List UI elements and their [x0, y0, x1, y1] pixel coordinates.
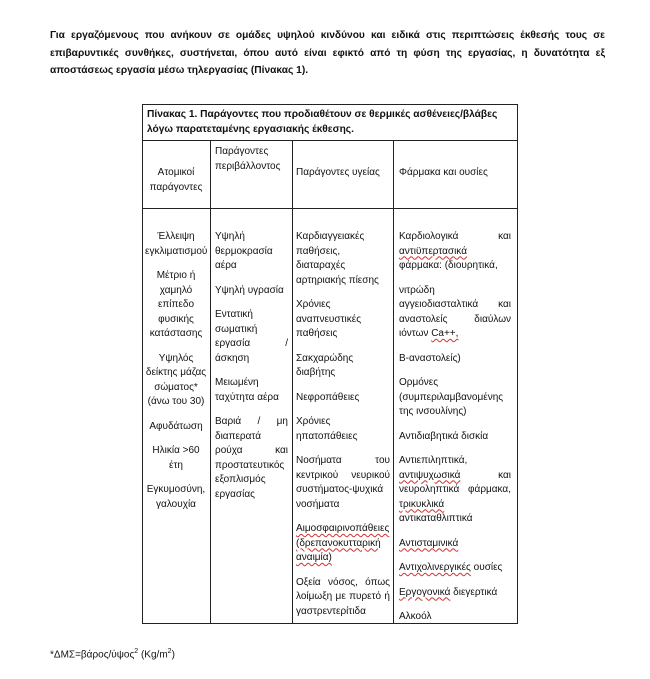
list-item: Αντισταμινικά	[399, 537, 459, 549]
list-item: Έλλειψη εγκλιματισμού	[145, 231, 208, 257]
list-item: Εργογονικά διεγερτικά	[399, 586, 498, 598]
header-drugs: Φάρμακα και ουσίες	[399, 167, 488, 178]
list-item: Νεφροπάθειες	[296, 391, 360, 403]
environment-factors-column	[215, 230, 288, 512]
header-individual: Ατομικοί παράγοντες	[149, 167, 203, 193]
list-item: νιτρώδη αγγειοδιασταλτικά και αναστολείς διαύλων ιόντων Ca++,	[399, 284, 511, 339]
list-item: Νοσήματα του κεντρικού νευρικού συστήματος-ψυχικά νοσήματα	[296, 455, 390, 510]
risk-factors-table	[142, 104, 518, 624]
list-item: Καρδιαγγειακές παθήσεις, διαταραχές αρτηριακής πίεσης	[296, 231, 379, 286]
list-item: Καρδιολογικά και αντιϋπερτασικά φάρμακα: (διουρητικά,	[399, 231, 511, 271]
list-item: Υψηλή θερμοκρασία αέρα	[215, 231, 273, 271]
list-item: Χρόνιες ηπατοπάθειες	[296, 416, 358, 442]
list-item: Ηλικία >60 έτη	[152, 445, 200, 471]
list-item: Ορμόνες (συμπεριλαμβανομένης της ινσουλίνης)	[399, 377, 504, 417]
column-divider	[210, 140, 211, 623]
list-item: Σακχαρώδης διαβήτης	[296, 352, 354, 378]
list-item: Βαριά / μη διαπερατά ρούχα και προστατευτικός εξοπλισμός εργασίας	[215, 416, 288, 500]
intro-paragraph: Για εργαζόμενους που ανήκουν σε ομάδες υψηλού κινδύνου και ειδικά στις περιπτώσεις έκθεσής τους σε επιβαρυντικές συνθήκες, συστήνεται, όπου αυτό είναι εφικτό από τη φύση της εργασίας, η δυνατότητα εξ αποστάσεως εργασία μέσω τηλεργασίας (Πίνακας 1).	[50, 30, 605, 76]
bmi-footnote: *ΔΜΣ=βάρος/ύψος$^2$ $(Kg/m^2)$	[50, 648, 175, 661]
health-factors-column	[296, 230, 390, 629]
header-environment: Παράγοντες περιβάλλοντος	[215, 146, 281, 172]
list-item: Αντιχολινεργικές ουσίες	[399, 562, 503, 573]
list-item: Οξεία νόσος, όπως λοίμωξη με πυρετό ή γαστρεντερίτιδα	[296, 576, 390, 617]
list-item: Υψηλή υγρασία	[215, 284, 284, 296]
column-divider	[292, 140, 293, 623]
individual-factors-column	[145, 230, 207, 522]
list-item: Αντιδιαβητικά δισκία	[399, 430, 489, 442]
list-item: Μειωμένη ταχύτητα αέρα	[215, 377, 279, 403]
caption-divider	[143, 140, 517, 141]
spellcheck-word: Αιμοσφαιρινοπάθειες (δρεπανοκυτταρική αναιμία)	[296, 523, 390, 563]
list-item: Χρόνιες αναπνευστικές παθήσεις	[296, 299, 362, 339]
list-item: Υψηλός δείκτης μάζας σώματος* (άνω του 30)	[145, 352, 207, 407]
table-caption: Πίνακας 1. Παράγοντες που προδιαθέτουν σε θερμικές ασθένειες/βλάβες λόγω παρατεταμένης εργασιακής έκθεσης.	[147, 109, 498, 135]
list-item: Εγκυμοσύνη, γαλουχία	[146, 484, 206, 510]
list-item: Αντιεπιληπτικά, αντιψυχωσικά και νευροληπτικά φάρμακα, τρικυκλικά αντικαταθλιπτικά	[399, 455, 511, 524]
list-item: Μέτριο ή χαμηλό επίπεδο φυσικής κατάστασης	[149, 270, 203, 339]
header-divider	[143, 208, 517, 209]
list-item: Αφυδάτωση	[149, 420, 203, 432]
list-item: Εντατική σωματική εργασία / άσκηση	[215, 309, 288, 364]
drugs-column	[399, 230, 511, 635]
header-health: Παράγοντες υγείας	[296, 167, 380, 178]
column-divider	[393, 140, 394, 623]
list-item	[296, 522, 390, 566]
list-item: Αλκοόλ	[399, 611, 432, 622]
list-item: Β-αναστολείς)	[399, 352, 461, 364]
